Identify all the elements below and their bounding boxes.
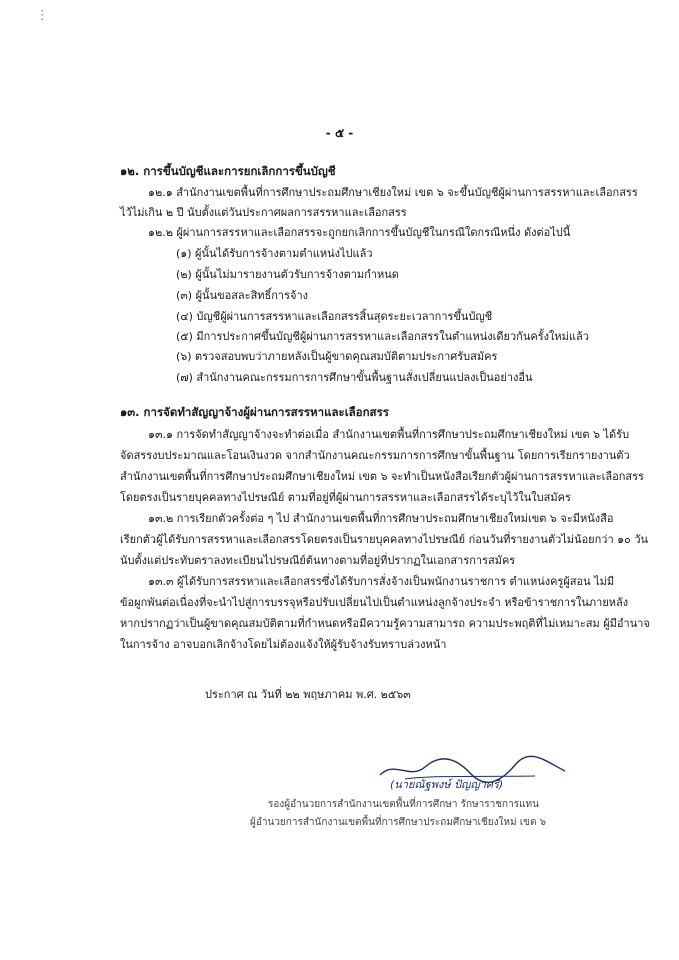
cancel-item-5: (๕) มีการประกาศขึ้นบัญชีผู้ผ่านการสรรหาและเลือกสรรในตำแหน่งเดียวกันครั้งใหม่แล้ว [176, 330, 589, 343]
section-12-1-line2: ไว้ไม่เกิน ๒ ปี นับตั้งแต่วันประกาศผลการสรรหาและเลือกสรร [120, 206, 407, 219]
corner-mark: ⵗ [40, 8, 45, 24]
cancel-item-4: (๔) บัญชีผู้ผ่านการสรรหาและเลือกสรรสิ้นสุดระยะเวลาการขึ้นบัญชี [176, 310, 493, 323]
section-13-1-line1: ๑๓.๑ การจัดทำสัญญาจ้างจะทำต่อเมื่อ สำนักงานเขตพื้นที่การศึกษาประถมศึกษาเชียงใหม่ เขต ๖ ได้รับ [148, 428, 630, 441]
section-13-1-line4: โดยตรงเป็นรายบุคคลทางไปรษณีย์ ตามที่อยู่ที่ผู้ผ่านการสรรหาและเลือกสรรได้ระบุไว้ในใบสมัคร [120, 491, 571, 504]
cancel-item-6: (๖) ตรวจสอบพบว่าภายหลังเป็นผู้ขาดคุณสมบัติตามประกาศรับสมัคร [176, 350, 498, 363]
section-13-3-line1: ๑๓.๓ ผู้ได้รับการสรรหาและเลือกสรรซึ่งได้รับการสั่งจ้างเป็นพนักงานราชการ ตำแหน่งครูผู้สอน ไม่มี [148, 575, 615, 588]
section-13-1-line3: สำนักงานเขตพื้นที่การศึกษาประถมศึกษาเชียงใหม่ เขต ๖ จะทำเป็นหนังสือเรียกตัวผู้ผ่านการสรรหาและเลือกสรร [120, 470, 644, 483]
signer-position-2: ผู้อำนวยการสำนักงานเขตพื้นที่การศึกษาประถมศึกษาเชียงใหม่ เขต ๖ [250, 817, 547, 828]
section-13-3-line2: ข้อผูกพันต่อเนื่องที่จะนำไปสู่การบรรจุหรือปรับเปลี่ยนไปเป็นตำแหน่งลูกจ้างประจำ หรือข้าราชการในภายหลัง [120, 596, 629, 609]
section-12-2-line1: ๑๒.๒ ผู้ผ่านการสรรหาและเลือกสรรจะถูกยกเลิกการขึ้นบัญชีในกรณีใดกรณีหนึ่ง ดังต่อไปนี้ [148, 226, 571, 239]
signer-name: (นายณัฐพงษ์ ปัญญาศรี) [390, 778, 504, 791]
section-13-3-line4: ในการจ้าง อาจบอกเลิกจ้างโดยไม่ต้องแจ้งให้ผู้รับจ้างรับทราบล่วงหน้า [120, 638, 447, 651]
section-13-2-line3: นับตั้งแต่ประทับตราลงทะเบียนไปรษณีย์ต้นทางตามที่อยู่ที่ปรากฏในเอกสารการสมัคร [120, 554, 516, 567]
section-13-3-line3: หากปรากฏว่าเป็นผู้ขาดคุณสมบัติตามที่กำหนดหรือมีความรู้ความสามารถ ความประพฤติที่ไม่เหมาะสม ผู้มีอำนาจ [120, 617, 650, 630]
signer-position-1: รองผู้อำนวยการสำนักงานเขตพื้นที่การศึกษา รักษาราชการแทน [268, 799, 539, 810]
cancel-item-7: (๗) สำนักงานคณะกรรมการการศึกษาขั้นพื้นฐานสั่งเปลี่ยนแปลงเป็นอย่างอื่น [176, 371, 533, 384]
cancel-item-3: (๓) ผู้นั้นขอสละสิทธิ์การจ้าง [176, 289, 308, 302]
announcement-date: ประกาศ ณ วันที่ ๒๒ พฤษภาคม พ.ศ. ๒๕๖๓ [205, 688, 411, 701]
section-12-1-line1: ๑๒.๑ สำนักงานเขตพื้นที่การศึกษาประถมศึกษาเชียงใหม่ เขต ๖ จะขึ้นบัญชีผู้ผ่านการสรรหาและเลือกสรร [148, 186, 638, 199]
section-13-2-line1: ๑๓.๒ การเรียกตัวครั้งต่อ ๆ ไป สำนักงานเขตพื้นที่การศึกษาประถมศึกษาเชียงใหม่เขต ๖ จะมีหนังสือ [148, 512, 614, 525]
page-number: - ๕ - [325, 126, 354, 140]
cancel-item-2: (๒) ผู้นั้นไม่มารายงานตัวรับการจ้างตามกำหนด [176, 268, 399, 281]
section-13-2-line2: เรียกตัวผู้ได้รับการสรรหาและเลือกสรรโดยตรงเป็นรายบุคคลทางไปรษณีย์ ก่อนวันที่รายงานตัวไม่น้อยกว่า ๑๐ วัน [120, 533, 649, 546]
cancel-item-1: (๑) ผู้นั้นได้รับการจ้างตามตำแหน่งไปแล้ว [176, 247, 373, 260]
section-12-title: ๑๒. การขึ้นบัญชีและการยกเลิกการขึ้นบัญชี [120, 164, 336, 178]
section-13-1-line2: จัดสรรงบประมาณและโอนเงินงวด จากสำนักงานคณะกรรมการการศึกษาขั้นพื้นฐาน โดยการเรียกรายงานตัว [120, 449, 630, 462]
section-13-title: ๑๓. การจัดทำสัญญาจ้างผู้ผ่านการสรรหาและเลือกสรร [120, 405, 389, 419]
